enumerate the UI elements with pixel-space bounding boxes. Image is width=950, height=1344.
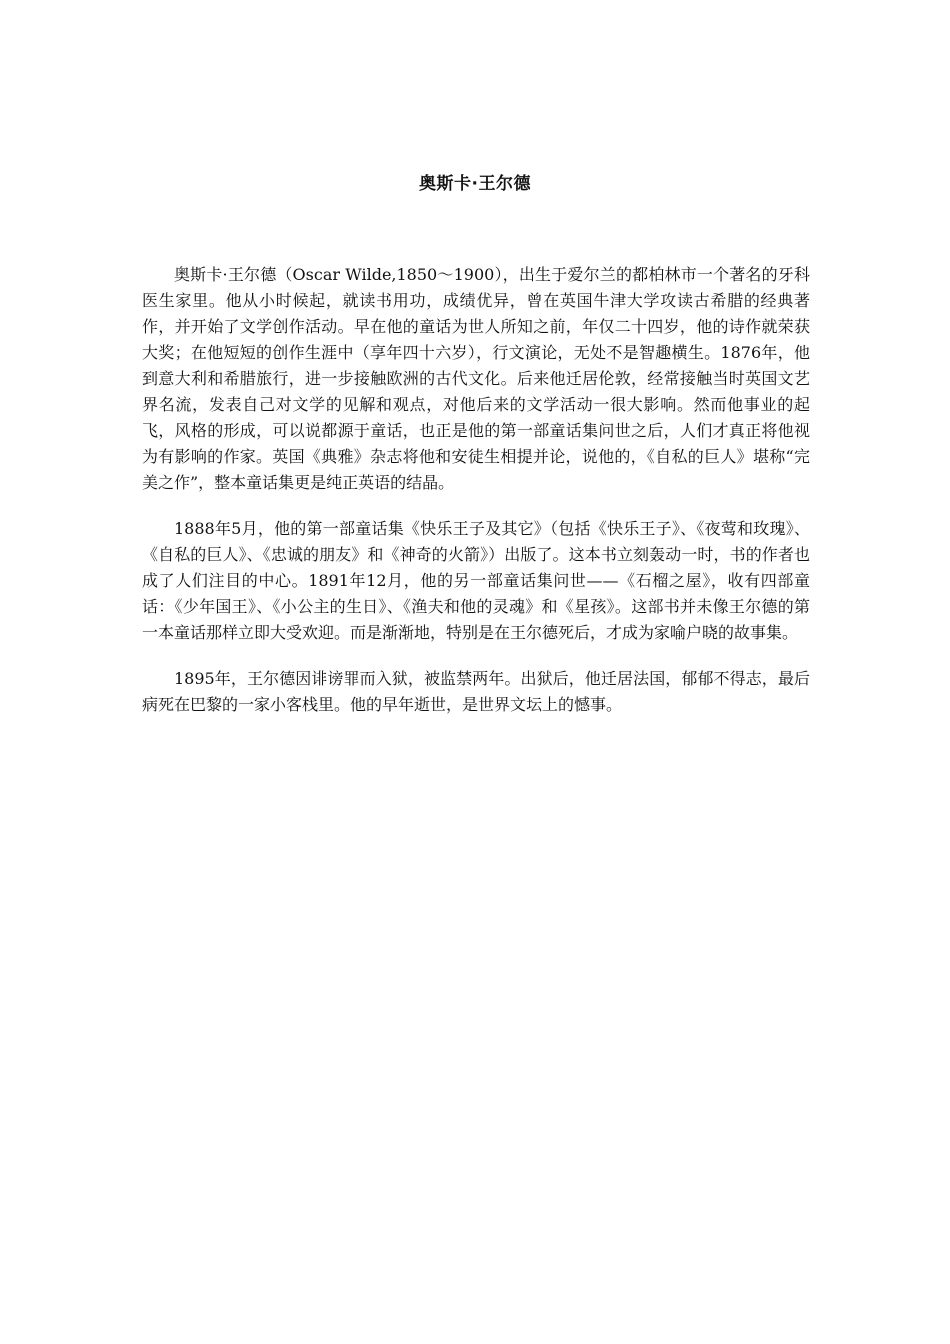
document-title: 奥斯卡·王尔德 xyxy=(419,174,531,194)
paragraph-fairy-tales: 1888年5月，他的第一部童话集《快乐王子及其它》（包括《快乐王子》、《夜莺和玫瑰》、《自私的巨人》、《忠诚的朋友》和《神奇的火箭》）出版了。这本书立刻轰动一时，书的作者也成了人们注目的中心。1891年12月，他的另一部童话集问世——《石榴之屋》，收有四部童话：《少年国王》、《小公主的生日》、《渔夫和他的灵魂》和《星孩》。这部书并未像王尔德的第一本童话那样立即大受欢迎。而是渐渐地，特别是在王尔德死后，才成为家喻户晓的故事集。 xyxy=(142,519,810,642)
document-body xyxy=(142,262,810,738)
paragraph-later-life: 1895年，王尔德因诽谤罪而入狱，被监禁两年。出狱后，他迁居法国，郁郁不得志，最后病死在巴黎的一家小客栈里。他的早年逝世，是世界文坛上的憾事。 xyxy=(142,669,810,714)
paragraph-biography: 奥斯卡·王尔德（Oscar Wilde,1850～1900），出生于爱尔兰的都柏林市一个著名的牙科医生家里。他从小时候起，就读书用功，成绩优异，曾在英国牛津大学攻读古希腊的经典著作，并开始了文学创作活动。早在他的童话为世人所知之前，年仅二十四岁，他的诗作就荣获大奖；在他短短的创作生涯中（享年四十六岁），行文演论，无处不是智趣横生。1876年，他到意大利和希腊旅行，进一步接触欧洲的古代文化。后来他迁居伦敦，经常接触当时英国文艺界名流，发表自己对文学的见解和观点，对他后来的文学活动一很大影响。然而他事业的起飞，风格的形成，可以说都源于童话，也正是他的第一部童话集问世之后，人们才真正将他视为有影响的作家。英国《典雅》杂志将他和安徒生相提并论，说他的，《自私的巨人》堪称“完美之作”，整本童话集更是纯正英语的结晶。 xyxy=(142,265,810,492)
